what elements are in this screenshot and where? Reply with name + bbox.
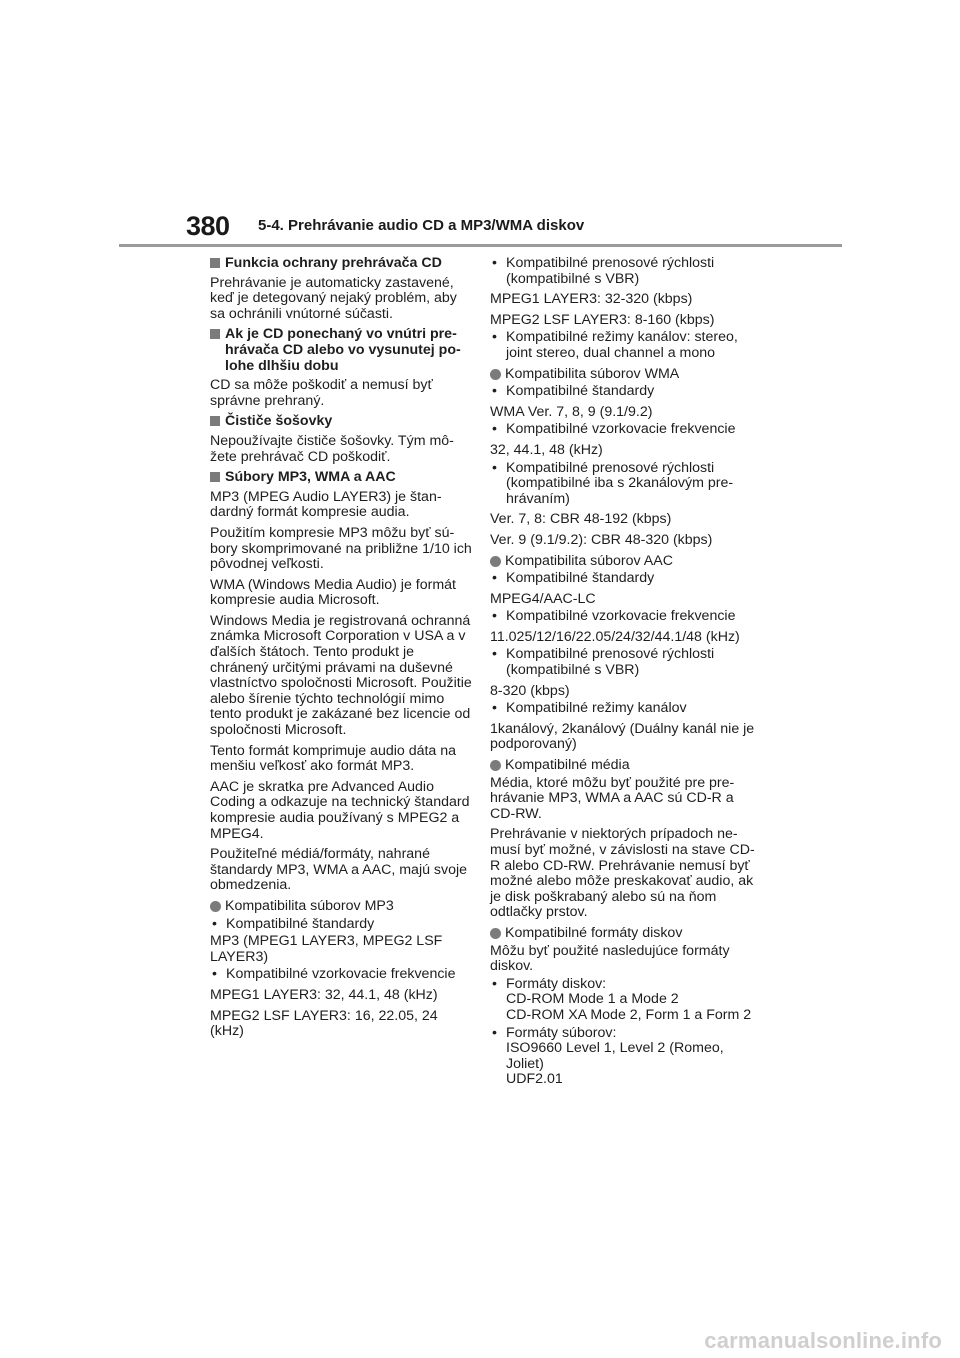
heading-lens-cleaners	[210, 414, 472, 430]
watermark-text: carmanualsonline.info	[704, 1328, 942, 1353]
list-item: • Kompatibilné prenosové rýchlosti (kompatibilné s VBR)	[490, 647, 755, 678]
paragraph: MPEG2 LSF LAYER3: 16, 22.05, 24 (kHz)	[210, 1007, 438, 1040]
circle-bullet-icon	[490, 369, 501, 380]
paragraph: WMA (Windows Media Audio) je formát kompresie audia Microsoft.	[210, 576, 456, 609]
list-item: • Kompatibilné štandardy	[490, 571, 755, 587]
paragraph: WMA Ver. 7, 8, 9 (9.1/9.2)	[490, 403, 653, 420]
subheading-text: Kompatibilné formáty diskov	[505, 924, 683, 941]
paragraph: Prehrávanie v niektorých prípadoch nemusí byť možné, v závislosti na stave CD-R alebo CD-RW. Prehrávanie nemusí byť možné alebo môže preskakovať audio, ak je disk poškrabaný alebo sú na ňom odtlačky prstov.	[490, 826, 755, 921]
circle-bullet-icon	[490, 556, 501, 567]
paragraph: MPEG2 LSF LAYER3: 8-160 (kbps)	[490, 311, 715, 328]
square-bullet-icon	[210, 416, 220, 426]
paragraph: Média, ktoré môžu byť použité pre prehrávanie MP3, WMA a AAC sú CD-R a CD-RW.	[490, 774, 735, 822]
paragraph: 1kanálový, 2kanálový (Duálny kanál nie je podporovaný)	[490, 720, 755, 753]
paragraph: Windows Media je registrovaná ochranná známka Microsoft Corporation v USA a v ďalších štátoch. Tento produkt je chránený určitými právami na duševné vlastníctvo spoločnosti Microsoft. Použitie alebo šírenie týchto technológií mimo tento produkt je zakázané bez licencie od spoločnosti Microsoft.	[210, 612, 472, 739]
list-item-label: • Formáty diskov:	[506, 975, 607, 992]
paragraph: AAC je skratka pre Advanced Audio Coding a odkazuje na technický štandard kompresie audia používaný s MPEG2 a MPEG4.	[210, 778, 470, 842]
subheading-aac-compat	[490, 554, 755, 570]
paragraph: Ver. 7, 8: CBR 48-192 (kbps)	[490, 511, 672, 528]
subheading-disc-formats	[490, 926, 755, 942]
square-bullet-icon	[210, 472, 220, 482]
list-item	[490, 977, 755, 1024]
subheading-text: Kompatibilné média	[505, 757, 630, 774]
paragraph: 11.025/12/16/22.05/24/32/44.1/48 (kHz)	[490, 628, 740, 645]
subheading-text: Kompatibilita súborov MP3	[225, 897, 394, 914]
list-item: • Kompatibilné vzorkovacie frekvencie	[210, 967, 472, 983]
list-item: • Kompatibilné prenosové rýchlosti (kompatibilné s VBR)	[490, 256, 755, 287]
heading-text: Funkcia ochrany prehrávača CD	[225, 255, 442, 271]
paragraph: Použitím kompresie MP3 môžu byť súbory skomprimované na približne 1/10 ich pôvodnej veľkosti.	[210, 524, 472, 573]
paragraph: 32, 44.1, 48 (kHz)	[490, 441, 603, 458]
list-item: • Kompatibilné vzorkovacie frekvencie	[490, 422, 755, 438]
list-item: • Kompatibilné režimy kanálov: stereo, joint stereo, dual channel a mono	[490, 330, 755, 361]
circle-bullet-icon	[210, 901, 221, 912]
paragraph: MPEG4/AAC-LC	[490, 590, 596, 607]
paragraph: Môžu byť použité nasledujúce formáty diskov.	[490, 942, 730, 975]
list-item: • Kompatibilné štandardy	[490, 384, 755, 400]
heading-text: Súbory MP3, WMA a AAC	[225, 469, 396, 486]
subheading-text: Kompatibilita súborov AAC	[505, 552, 673, 569]
list-item-detail: CD-ROM Mode 1 a Mode 2	[506, 991, 679, 1008]
paragraph: Nepoužívajte čističe šošovky. Tým môžete prehrávač CD poškodiť.	[210, 432, 454, 465]
page-number: 380	[186, 211, 230, 241]
subheading-text: Kompatibilita súborov WMA	[505, 365, 680, 382]
paragraph: MPEG1 LAYER3: 32-320 (kbps)	[490, 291, 693, 308]
circle-bullet-icon	[490, 928, 501, 939]
list-item-detail: CD-ROM XA Mode 2, Form 1 a Form 2	[506, 1006, 752, 1023]
list-item-detail: ISO9660 Level 1, Level 2 (Romeo, Joliet)	[506, 1040, 724, 1072]
right-column	[490, 256, 755, 1093]
heading-text: Čističe šošovky	[225, 413, 333, 430]
paragraph: 8-320 (kbps)	[490, 682, 570, 699]
circle-bullet-icon	[490, 760, 501, 771]
paragraph: Tento formát komprimuje audio dáta na menšiu veľkosť ako formát MP3.	[210, 742, 457, 775]
list-item-detail: UDF2.01	[506, 1071, 563, 1088]
list-item-label: • Formáty súborov:	[506, 1024, 617, 1041]
paragraph: Ver. 9 (9.1/9.2): CBR 48-320 (kbps)	[490, 531, 713, 548]
heading-mp3-wma-aac	[210, 470, 472, 486]
list-item	[490, 1026, 755, 1088]
list-item: • Kompatibilné režimy kanálov	[490, 701, 755, 717]
paragraph: Prehrávanie je automaticky zastavené, keď je detegovaný nejaký problém, aby sa ochránili vnútorné súčasti.	[210, 274, 457, 322]
subheading-mp3-compat	[210, 899, 472, 915]
paragraph: MPEG1 LAYER3: 32, 44.1, 48 (kHz)	[210, 986, 438, 1003]
list-item: • Kompatibilné prenosové rýchlosti (kompatibilné iba s 2kanálovým prehrávaním)	[490, 461, 755, 508]
list-item: • Kompatibilné vzorkovacie frekvencie	[490, 609, 755, 625]
section-title: 5-4. Prehrávanie audio CD a MP3/WMA diskov	[258, 217, 585, 234]
paragraph: MP3 (MPEG1 LAYER3, MPEG2 LSF LAYER3)	[210, 933, 443, 965]
square-bullet-icon	[210, 258, 220, 268]
heading-text: Ak je CD ponechaný vo vnútri prehrávača CD alebo vo vysunutej polohe dlhšiu dobu	[225, 326, 461, 374]
paragraph: MP3 (MPEG Audio LAYER3) je štandardný formát kompresie audia.	[210, 488, 442, 521]
list-item: • Kompatibilné štandardy	[210, 917, 472, 933]
header-divider	[119, 244, 842, 247]
heading-cd-protection	[210, 256, 472, 272]
paragraph: CD sa môže poškodiť a nemusí byť správne prehraný.	[210, 377, 433, 409]
left-column	[210, 256, 472, 1045]
heading-cd-left-inside	[210, 327, 472, 374]
subheading-compatible-media	[490, 758, 755, 774]
paragraph: Použiteľné médiá/formáty, nahrané štandardy MP3, WMA a AAC, majú svoje obmedzenia.	[210, 846, 468, 894]
square-bullet-icon	[210, 329, 220, 339]
subheading-wma-compat	[490, 367, 755, 383]
